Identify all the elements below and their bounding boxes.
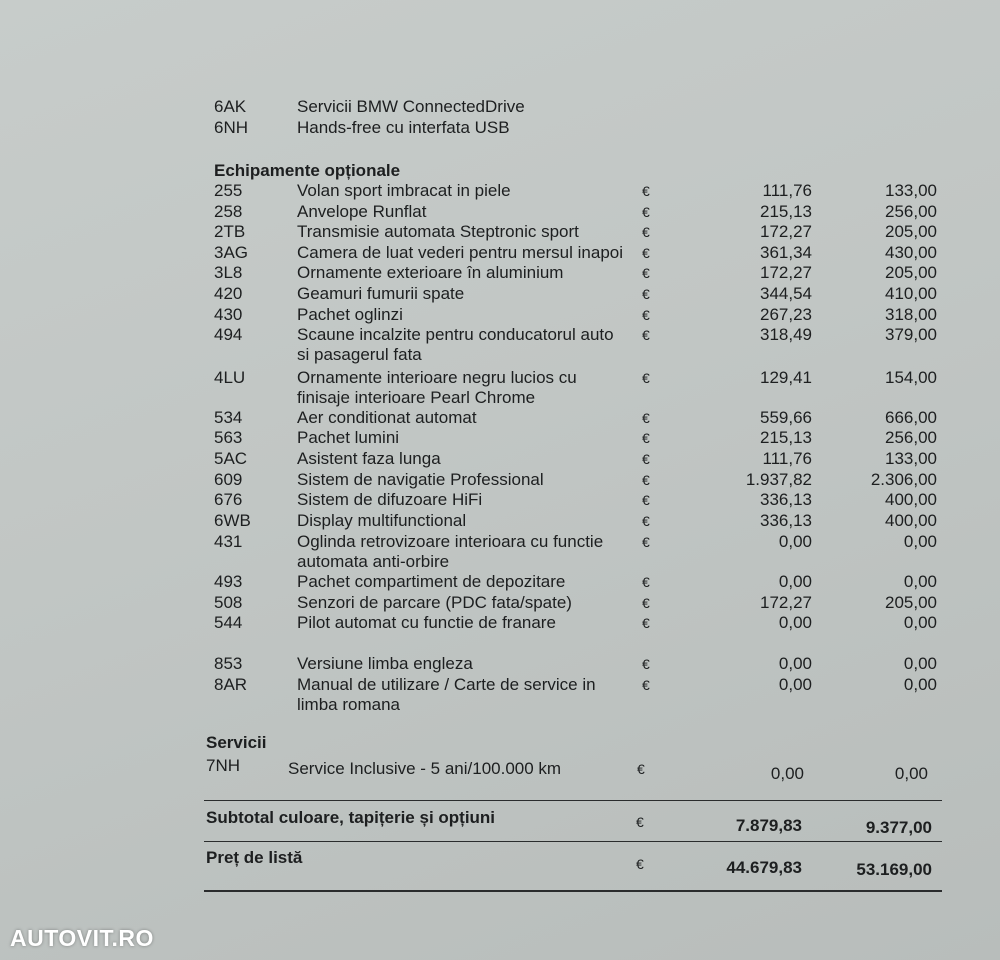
gross-price: 205,00 — [885, 222, 937, 241]
option-code: 534 — [214, 408, 243, 427]
option-description: Transmisie automata Steptronic sport — [297, 222, 579, 241]
option-row — [0, 305, 1000, 327]
currency-symbol: € — [642, 534, 650, 550]
gross-price: 0,00 — [903, 654, 937, 673]
option-code: 420 — [214, 284, 243, 303]
net-price: 215,13 — [760, 428, 812, 447]
gross-price: 205,00 — [885, 263, 937, 282]
gross-price: 379,00 — [885, 325, 937, 344]
net-price: 0,00 — [778, 572, 812, 591]
currency-symbol: € — [642, 204, 650, 220]
option-code: 494 — [214, 325, 243, 344]
currency-symbol: € — [642, 224, 650, 240]
gross-price: 666,00 — [885, 408, 937, 427]
option-description: Sistem de navigatie Professional — [297, 470, 544, 489]
gross-price: 154,00 — [885, 368, 937, 387]
services-heading: Servicii — [206, 733, 267, 752]
option-description: Manual de utilizare / Carte de service in limba romana — [297, 675, 596, 714]
service-description: Service Inclusive - 5 ani/100.000 km — [288, 759, 562, 778]
currency-symbol: € — [642, 574, 650, 590]
autovit-watermark: AUTOVIT.RO — [10, 925, 154, 951]
currency-symbol: € — [642, 245, 650, 261]
currency-symbol: € — [642, 265, 650, 281]
currency-symbol: € — [642, 183, 650, 199]
divider-line — [204, 841, 942, 842]
gross-price: 0,00 — [894, 764, 928, 783]
option-row — [0, 654, 1000, 676]
option-row — [0, 325, 1000, 364]
net-price: 0,00 — [778, 613, 812, 632]
service-row — [0, 756, 1000, 783]
currency-symbol: € — [642, 430, 650, 446]
option-description: Ornamente interioare negru lucios cu finisaje interioare Pearl Chrome — [297, 368, 577, 407]
gross-price: 0,00 — [903, 532, 937, 551]
option-row — [0, 222, 1000, 244]
option-code: 3AG — [214, 243, 249, 262]
gross-price: 400,00 — [885, 490, 937, 509]
option-description: Oglinda retrovizoare interioara cu functie automata anti-orbire — [297, 532, 604, 571]
option-row — [0, 675, 1000, 714]
gross-price: 0,00 — [903, 613, 937, 632]
net-price: 267,23 — [760, 305, 812, 324]
option-row — [0, 408, 1000, 430]
option-description: Aer conditionat automat — [297, 408, 477, 427]
gross-price: 0,00 — [903, 675, 937, 694]
currency-symbol: € — [642, 656, 650, 672]
net-price: 559,66 — [760, 408, 812, 427]
option-row — [0, 368, 1000, 407]
option-description: Pachet compartiment de depozitare — [297, 572, 566, 591]
option-row — [0, 243, 1000, 265]
gross-price: 410,00 — [885, 284, 937, 303]
net-price: 336,13 — [760, 511, 812, 530]
option-code: 430 — [214, 305, 243, 324]
currency-symbol: € — [642, 595, 650, 611]
option-code: 6AK — [214, 97, 247, 116]
currency-symbol: € — [636, 814, 644, 830]
option-code: 431 — [214, 532, 243, 551]
option-description: Scaune incalzite pentru conducatorul auto si pasagerul fata — [297, 325, 614, 364]
gross-price: 0,00 — [903, 572, 937, 591]
list-price-label: Preț de listă — [206, 848, 303, 867]
service-code: 7NH — [206, 756, 241, 775]
currency-symbol: € — [642, 615, 650, 631]
option-code: 4LU — [214, 368, 246, 387]
net-price: 0,00 — [770, 764, 804, 783]
currency-symbol: € — [642, 472, 650, 488]
net-price: 129,41 — [760, 368, 812, 387]
net-price: 111,76 — [762, 181, 812, 200]
net-price: 172,27 — [760, 593, 812, 612]
option-row — [0, 532, 1000, 571]
currency-symbol: € — [642, 307, 650, 323]
option-code: 5AC — [214, 449, 248, 468]
equipment-row — [0, 118, 1000, 140]
net-price: 172,27 — [760, 222, 812, 241]
option-row — [0, 572, 1000, 594]
option-row — [0, 263, 1000, 285]
gross-price: 256,00 — [885, 202, 937, 221]
option-description: Pachet oglinzi — [297, 305, 403, 324]
option-code: 3L8 — [214, 263, 243, 282]
divider-line — [204, 800, 942, 801]
currency-symbol: € — [642, 370, 650, 386]
list-price-gross: 53.169,00 — [856, 860, 932, 879]
currency-symbol: € — [642, 513, 650, 529]
divider-line — [204, 890, 942, 892]
option-description: Pilot automat cu functie de franare — [297, 613, 556, 632]
list-price-net: 44.679,83 — [726, 858, 802, 877]
net-price: 336,13 — [760, 490, 812, 509]
option-row — [0, 202, 1000, 224]
option-row — [0, 284, 1000, 306]
option-row — [0, 428, 1000, 450]
currency-symbol: € — [642, 286, 650, 302]
option-code: 493 — [214, 572, 243, 591]
currency-symbol: € — [642, 410, 650, 426]
option-code: 255 — [214, 181, 243, 200]
option-code: 258 — [214, 202, 243, 221]
net-price: 0,00 — [778, 675, 812, 694]
currency-symbol: € — [642, 492, 650, 508]
option-description: Servicii BMW ConnectedDrive — [297, 97, 525, 116]
net-price: 172,27 — [760, 263, 812, 282]
option-code: 6WB — [214, 511, 251, 530]
net-price: 0,00 — [778, 654, 812, 673]
option-code: 563 — [214, 428, 243, 447]
net-price: 111,76 — [762, 449, 812, 468]
net-price: 361,34 — [760, 243, 812, 262]
currency-symbol: € — [642, 677, 650, 693]
option-description: Camera de luat vederi pentru mersul inapoi — [297, 243, 624, 262]
option-description: Anvelope Runflat — [297, 202, 427, 221]
option-description: Geamuri fumurii spate — [297, 284, 465, 303]
option-description: Ornamente exterioare în aluminium — [297, 263, 564, 282]
gross-price: 133,00 — [885, 181, 937, 200]
net-price: 318,49 — [760, 325, 812, 344]
currency-symbol: € — [642, 327, 650, 343]
option-row — [0, 181, 1000, 203]
gross-price: 400,00 — [885, 511, 937, 530]
option-code: 8AR — [214, 675, 248, 694]
subtotal-label: Subtotal culoare, tapițerie și opțiuni — [206, 808, 496, 827]
option-description: Pachet lumini — [297, 428, 400, 447]
option-row — [0, 490, 1000, 512]
currency-symbol: € — [636, 856, 644, 872]
option-row — [0, 613, 1000, 635]
gross-price: 133,00 — [885, 449, 937, 468]
subtotal-net: 7.879,83 — [735, 816, 802, 835]
option-row — [0, 593, 1000, 615]
equipment-row — [0, 97, 1000, 119]
option-code: 676 — [214, 490, 243, 509]
option-row — [0, 470, 1000, 492]
option-description: Senzori de parcare (PDC fata/spate) — [297, 593, 572, 612]
option-description: Display multifunctional — [297, 511, 467, 530]
option-description: Sistem de difuzoare HiFi — [297, 490, 483, 509]
option-row — [0, 511, 1000, 533]
currency-symbol: € — [642, 451, 650, 467]
gross-price: 318,00 — [885, 305, 937, 324]
option-description: Asistent faza lunga — [297, 449, 441, 468]
net-price: 344,54 — [760, 284, 812, 303]
net-price: 0,00 — [778, 532, 812, 551]
option-code: 2TB — [214, 222, 246, 241]
gross-price: 430,00 — [885, 243, 937, 262]
optional-equipment-heading: Echipamente opționale — [214, 161, 401, 180]
option-code: 508 — [214, 593, 243, 612]
option-code: 6NH — [214, 118, 249, 137]
option-row — [0, 449, 1000, 471]
option-code: 544 — [214, 613, 243, 632]
subtotal-gross: 9.377,00 — [865, 818, 932, 837]
option-description: Volan sport imbracat in piele — [297, 181, 511, 200]
option-code: 609 — [214, 470, 243, 489]
gross-price: 256,00 — [885, 428, 937, 447]
option-description: Hands-free cu interfata USB — [297, 118, 510, 137]
gross-price: 205,00 — [885, 593, 937, 612]
gross-price: 2.306,00 — [870, 470, 937, 489]
net-price: 215,13 — [760, 202, 812, 221]
option-code: 853 — [214, 654, 243, 673]
option-description: Versiune limba engleza — [297, 654, 473, 673]
currency-symbol: € — [637, 761, 645, 777]
net-price: 1.937,82 — [745, 470, 812, 489]
